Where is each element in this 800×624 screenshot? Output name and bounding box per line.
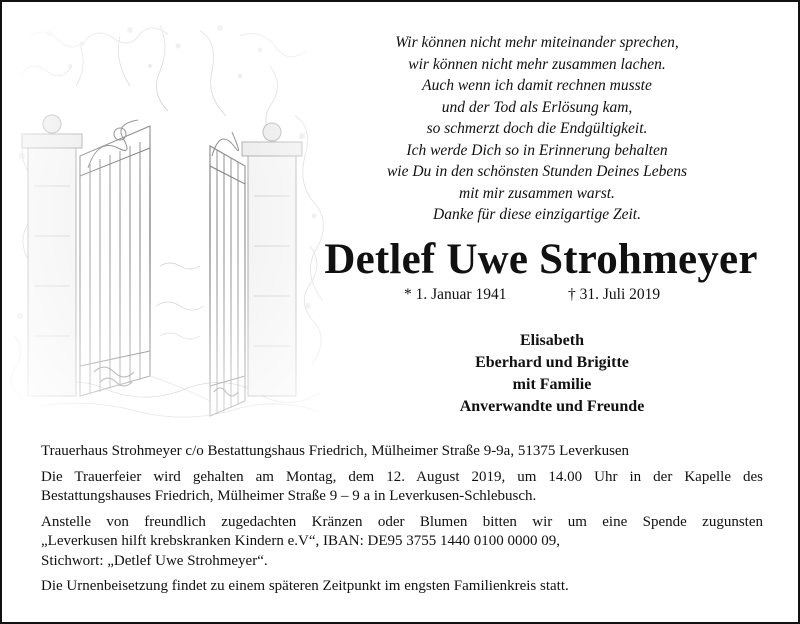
donation-paragraph bbox=[41, 513, 763, 572]
poem-line: so schmerzt doch die Endgültigkeit. bbox=[426, 120, 648, 137]
urn-text: Die Urnenbeisetzung findet zu einem späteren Zeitpunkt im engsten Familienkreis statt. bbox=[41, 578, 569, 594]
urn-burial-paragraph bbox=[41, 577, 763, 597]
address-text: Trauerhaus Strohmeyer c/o Bestattungshaus Friedrich, Mülheimer Straße 9-9a, 51375 Leverkusen bbox=[41, 443, 630, 459]
garden-gate-illustration bbox=[10, 6, 340, 436]
funeral-information bbox=[41, 442, 763, 603]
mourning-house-address bbox=[41, 442, 763, 462]
ceremony-line: Die Trauerfeier wird gehalten am Montag, dem 12. August 2019, um 14.00 Uhr in der Kapelle des bbox=[41, 468, 763, 485]
poem-line: und der Tod als Erlösung kam, bbox=[441, 98, 633, 116]
donation-line: Anstelle von freundlich zugedachten Kränzen oder Blumen bitten wir um eine Spende zugunsten bbox=[41, 513, 763, 530]
ceremony-line: Bestattungshauses Friedrich, Mülheimer Straße 9 – 9 a in Leverkusen-Schlebusch. bbox=[41, 488, 537, 504]
mourner-entry: Eberhard und Brigitte bbox=[475, 354, 629, 371]
poem-line: mit mir zusammen warst. bbox=[459, 184, 615, 202]
death-date: † 31. Juli 2019 bbox=[568, 286, 661, 303]
poem-line: Ich werde Dich so in Erinnerung behalten bbox=[406, 141, 668, 159]
donation-line: Stichwort: „Detlef Uwe Strohmeyer“. bbox=[41, 552, 268, 569]
deceased-name: Detlef Uwe Strohmeyer bbox=[324, 236, 758, 283]
mourner-entry: Elisabeth bbox=[519, 332, 584, 349]
birth-date: * 1. Januar 1941 bbox=[404, 286, 507, 303]
donation-line: „Leverkusen hilft krebskranken Kindern e.V“, IBAN: DE95 3755 1440 0100 0000 09, bbox=[41, 533, 561, 549]
poem-line: wir können nicht mehr zusammen lachen. bbox=[408, 55, 666, 73]
mourners-list bbox=[402, 330, 702, 418]
memorial-poem bbox=[332, 32, 742, 226]
poem-line: Wir können nicht mehr miteinander sprechen, bbox=[395, 34, 679, 51]
poem-line: wie Du in den schönsten Stunden Deines Lebens bbox=[386, 163, 688, 180]
poem-line: Auch wenn ich damit rechnen musste bbox=[422, 77, 652, 94]
mourner-entry: Anverwandte und Freunde bbox=[459, 398, 645, 415]
poem-line: Danke für diese einzigartige Zeit. bbox=[433, 206, 641, 223]
ceremony-paragraph bbox=[41, 468, 763, 507]
mourner-entry: mit Familie bbox=[512, 376, 592, 393]
